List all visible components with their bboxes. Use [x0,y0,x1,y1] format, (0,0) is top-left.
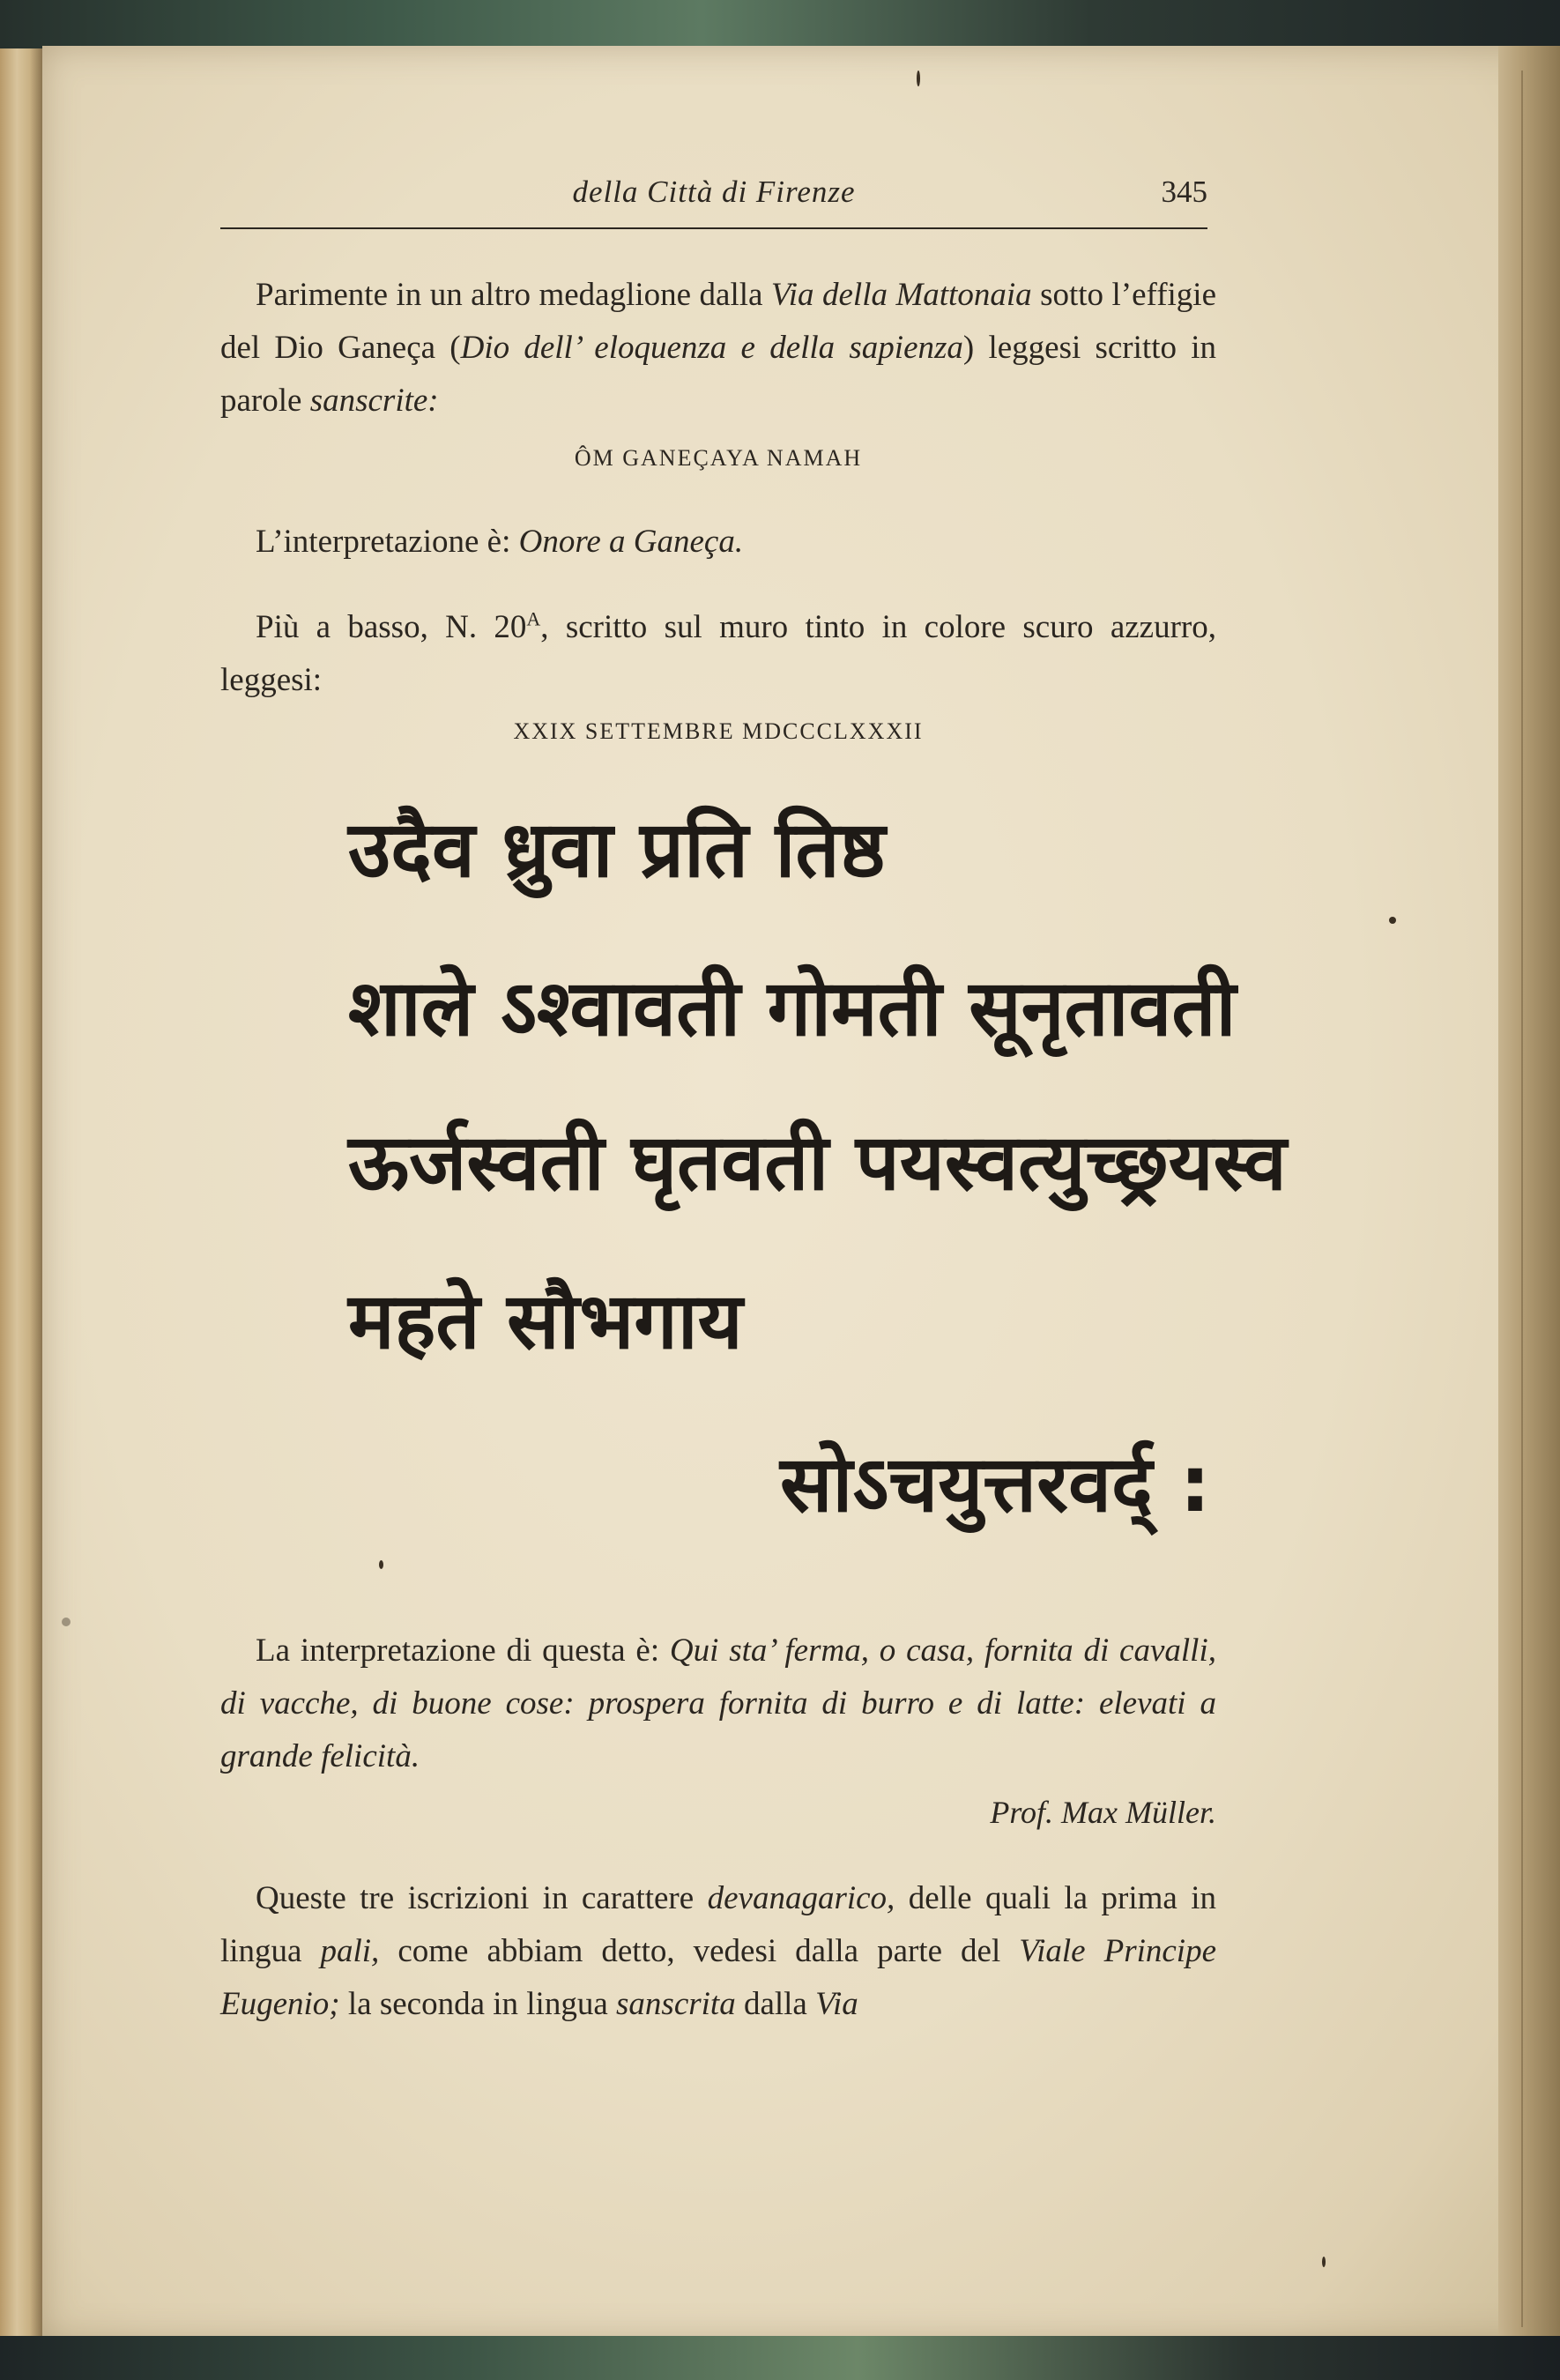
text-run: la seconda in lingua [339,1986,617,2022]
text-run-italic: Via della Mattonaia [770,277,1032,313]
text-run: Queste tre iscrizioni in carattere [256,1880,708,1916]
text-run-italic: Qui sta’ ferma, o casa, fornita di cavalli, di vacche, di buone cose: prospera fornita di burro e di latte: elevati a grande felicità. [220,1633,1216,1774]
text-run-italic: pali, [320,1933,380,1969]
paragraph-interpretation-2 [220,1625,1216,1783]
inscription-om-ganecaya: ÔM GANEÇAYA NAMAH [574,445,863,471]
paper-speck [917,71,920,86]
text-run-italic: Onore a Ganeça. [518,524,744,560]
backdrop-bottom [0,2336,1560,2380]
text-run: delle quali la prima in lingua [220,1880,1217,1969]
text-run: dalla [735,1986,816,2022]
superscript: A [526,607,541,630]
page-header [220,169,1207,219]
devanagari-line-2: शाले ऽश्वावती गोमती सूनृतावती [348,963,1237,1053]
text-run: La interpretazione di questa è: [256,1633,670,1669]
paper-speck [1389,917,1396,924]
devanagari-line-1: उदैव ध्रुवा प्रति तिष्ठ [348,804,886,895]
date-line: XXIX SETTEMBRE MDCCCLXXXII [513,718,924,744]
devanagari-line-4: महते सौभगाय [348,1276,743,1366]
paragraph-three-inscriptions [220,1872,1216,2031]
text-run-italic: sanscrite: [309,383,439,419]
devanagari-line-3: ऊर्जस्वती घृतवती पयस्वत्युच्छ्रयस्व [348,1117,1287,1208]
paper-speck [379,1560,383,1569]
paragraph-ganesha-medallion [220,269,1216,428]
text-run: L’interpretazione è: [256,524,519,560]
devanagari-line-5: सोऽचयुत्तरवर्द् : [780,1439,1211,1529]
text-run: Parimente in un altro medaglione dalla [256,277,771,313]
text-run: sotto l’effigie del Dio Ganeça ( [220,277,1216,366]
text-run-italic: Viale Principe Eugenio; [220,1933,1217,2022]
backdrop-top [0,0,1560,53]
paper-speck [62,1618,71,1626]
text-run-italic: sanscrita [616,1986,736,2022]
paragraph-interpretation-1 [220,516,1216,569]
text-run: ) leggesi scritto in parole [220,330,1216,419]
text-run-italic: devanagarico, [707,1880,895,1916]
author-signature: Prof. Max Müller. [990,1795,1216,1830]
previous-page-edge [0,48,45,2340]
text-run-italic: Dio dell’ eloquenza e della sapienza [460,330,963,366]
page-stack-edge [1498,46,1560,2342]
text-run: Più a basso, N. 20 [256,609,527,645]
header-rule [220,227,1207,229]
running-head: della Città di Firenze [572,175,856,209]
text-run: come abbiam detto, vedesi dalla parte del [379,1933,1020,1969]
text-run: , scritto sul muro tinto in colore scuro azzurro, leggesi: [220,609,1216,698]
page-number: 345 [1161,175,1207,209]
paragraph-wall-inscription [220,601,1216,707]
text-run-italic: Via [815,1986,858,2022]
page-stack-line [1521,71,1523,2327]
paper-speck [1322,2257,1326,2267]
